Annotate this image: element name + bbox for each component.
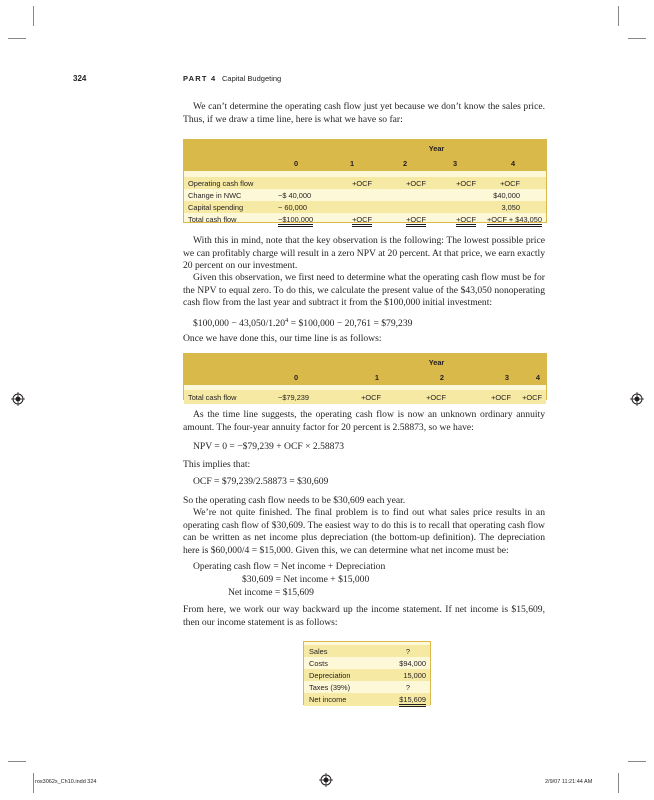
- year-3: 3: [452, 159, 458, 168]
- row-label: Capital spending: [188, 202, 244, 212]
- row-label: Total cash flow: [188, 392, 237, 402]
- table-row: [304, 693, 430, 706]
- cell: −$79,239: [278, 392, 310, 402]
- year-label: Year: [428, 357, 445, 367]
- year-label: Year: [428, 143, 445, 153]
- registration-mark-icon: [319, 773, 333, 787]
- cell: $15,609: [399, 695, 426, 707]
- cell: − 60,000: [278, 202, 307, 212]
- year-header-row: [184, 354, 546, 370]
- paragraph: From here, we work our way backward up the income statement. If net income is $15,609, then our income statement is as follows:: [183, 604, 545, 628]
- cell: +OCF: [361, 392, 381, 402]
- crop-mark: [33, 6, 34, 26]
- cell: −$ 40,000: [278, 190, 312, 200]
- crop-mark: [628, 38, 646, 39]
- table-row: [304, 657, 430, 669]
- cell: +OCF: [352, 178, 372, 188]
- row-label: Change in NWC: [188, 190, 242, 200]
- part-title: Capital Budgeting: [222, 74, 282, 83]
- crop-mark: [618, 773, 619, 793]
- cell: $94,000: [399, 658, 426, 668]
- cell: [324, 189, 380, 201]
- year-1: 1: [349, 159, 355, 168]
- ocf-definition-line: [193, 561, 385, 573]
- crop-mark: [8, 761, 26, 762]
- cell: +OCF: [522, 392, 542, 402]
- cell: $40,000: [493, 190, 520, 200]
- cell: [430, 201, 480, 213]
- paragraph: We can’t determine the operating cash flow just yet because we don’t know the sales price. Thus, if we draw a time line, here is what we have so far:: [183, 101, 545, 125]
- paragraph: With this in mind, note that the key observation is the following: The lowest possible price we can profitably charge will result in a zero NPV at 20 percent. At that price, we earn exactly 20 percent on our investment.: [183, 235, 545, 271]
- crop-mark: [618, 6, 619, 26]
- cell: +OCF: [406, 178, 426, 188]
- year-numbers-row: [184, 370, 546, 385]
- cell: +OCF: [406, 215, 426, 227]
- equation-right: = Net income + $15,000: [275, 574, 370, 585]
- page-number: 324: [73, 74, 87, 83]
- row-label: Total cash flow: [188, 215, 237, 224]
- equation-left: Operating cash flow: [193, 561, 271, 572]
- cell: ?: [405, 682, 410, 692]
- row-label: Costs: [309, 658, 328, 668]
- paragraph: Once we have done this, our time line is as follows:: [183, 333, 382, 344]
- cell: +OCF: [456, 215, 476, 227]
- equation-right: = $15,609: [274, 587, 314, 598]
- slug-date: 2/9/07 11:21:44 AM: [545, 779, 593, 785]
- year-1: 1: [374, 373, 379, 382]
- table-row: [184, 189, 546, 201]
- year-4: 4: [535, 373, 540, 382]
- table-row: [184, 177, 546, 189]
- exponent: 4: [285, 317, 289, 324]
- cell: [324, 201, 380, 213]
- cell: [430, 189, 480, 201]
- row-label: Operating cash flow: [188, 178, 254, 188]
- table-row: [184, 213, 546, 226]
- year-header-row: [184, 140, 546, 156]
- table-row: [184, 390, 546, 404]
- paragraph: We’re not quite finished. The final problem is to find out what sales price results in an operating cash flow of $30,609. The easiest way to do this is to recall that operating cash flow can be written as net income plus depreciation (the bottom-up definition). The depreciation here is $60,000/4 = $15,000. Given this, we can determine what net income must be:: [183, 507, 545, 556]
- paragraph: This implies that:: [183, 459, 251, 470]
- year-numbers-row: [184, 156, 546, 171]
- cell: 3,050: [501, 202, 520, 212]
- crop-mark: [8, 38, 26, 39]
- row-label: Net income: [309, 695, 347, 704]
- ocf-equation: OCF = $79,239/2.58873 = $30,609: [193, 476, 329, 487]
- registration-mark-icon: [630, 392, 644, 406]
- table-row: [304, 681, 430, 693]
- equation-right: = Net income + Depreciation: [273, 561, 386, 572]
- cell: [380, 189, 430, 201]
- income-statement-table: [303, 641, 431, 705]
- cell: +OCF: [456, 178, 476, 188]
- paragraph: So the operating cash flow needs to be $30,609 each year.: [183, 495, 406, 506]
- table-row: [304, 669, 430, 681]
- equation-left: Net income: [228, 587, 273, 598]
- slug-filename: ros3062x_Ch10.indd 324: [35, 779, 97, 785]
- registration-mark-icon: [11, 392, 25, 406]
- equation-text: $100,000 − 43,050/1.20: [193, 318, 286, 330]
- cell: 15,000: [403, 670, 426, 680]
- year-0: 0: [293, 373, 299, 382]
- cell: −$100,000: [278, 215, 313, 227]
- cell: +OCF: [500, 178, 520, 188]
- row-label: Sales: [309, 646, 328, 656]
- total-cash-flow-table: [183, 353, 547, 400]
- year-2: 2: [402, 159, 408, 168]
- equation-text: = $100,000 − 20,761 = $79,239: [288, 318, 413, 330]
- crop-mark: [628, 761, 646, 762]
- cell: ?: [405, 646, 410, 656]
- cell: +OCF: [426, 392, 446, 402]
- equation-left: $30,609: [242, 574, 274, 585]
- cell: [268, 177, 324, 189]
- cash-flow-timeline-table: [183, 139, 547, 223]
- cell: +OCF: [491, 392, 511, 402]
- row-label: Taxes (39%): [309, 682, 351, 692]
- part-label: PART 4: [183, 74, 217, 83]
- table-row: [304, 645, 430, 657]
- paragraph: Given this observation, we first need to determine what the operating cash flow must be for the NPV to equal zero. To do this, we calculate the present value of the $43,050 nonoperating cash flow from the last year and subtract it from the $100,000 initial investment:: [183, 272, 545, 308]
- npv-equation: NPV = 0 = −$79,239 + OCF × 2.58873: [193, 441, 345, 452]
- paragraph: As the time line suggests, the operating cash flow is now an unknown ordinary annuity amount. The four-year annuity factor for 20 percent is 2.58873, so we have:: [183, 409, 545, 433]
- year-2: 2: [439, 373, 444, 382]
- ocf-substitution-line: [242, 574, 369, 586]
- net-income-line: [228, 587, 314, 599]
- row-label: Depreciation: [309, 670, 351, 680]
- pv-equation: [193, 315, 412, 330]
- crop-mark: [33, 773, 34, 793]
- cell: [380, 201, 430, 213]
- year-3: 3: [504, 373, 509, 382]
- year-4: 4: [510, 159, 516, 168]
- cell: +OCF: [352, 215, 372, 227]
- cell: +OCF + $43,050: [487, 215, 542, 227]
- year-0: 0: [293, 159, 299, 168]
- table-row: [184, 201, 546, 213]
